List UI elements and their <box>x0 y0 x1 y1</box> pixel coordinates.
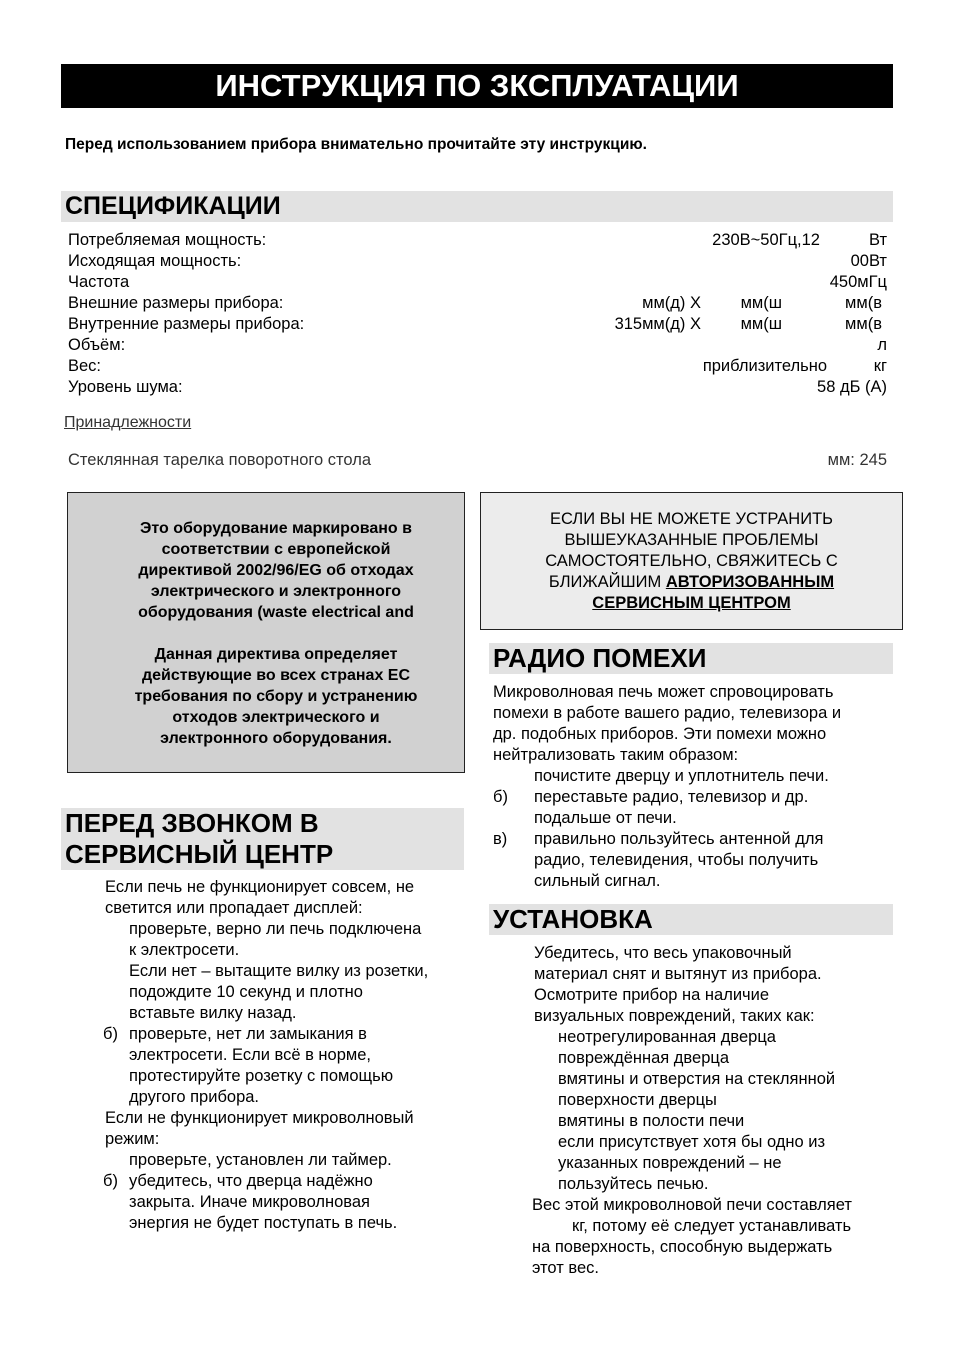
service-heading <box>61 808 464 870</box>
text-line: электросети. Если всё в норме, <box>129 1046 372 1064</box>
install-heading: УСТАНОВКА <box>489 904 893 935</box>
spec-label: Потребляемая мощность: <box>68 231 267 249</box>
spec-label: Исходящая мощность: <box>68 252 242 270</box>
weee-paragraph-1 <box>108 518 444 623</box>
text-line: Если нет – вытащите вилку из розетки, <box>129 962 429 980</box>
spec-row <box>68 335 887 356</box>
text-line: подальше от печи. <box>534 809 677 827</box>
spec-value: Вт <box>868 231 887 249</box>
radio-heading: РАДИО ПОМЕХИ <box>489 643 893 674</box>
spec-value: 58 дБ (А) <box>817 378 887 396</box>
text-line: кг, потому её следует устанавливать <box>572 1217 852 1235</box>
service-notice-box <box>480 492 903 630</box>
list-marker: б) <box>103 1025 118 1043</box>
authorized-service-link[interactable]: АВТОРИЗОВАННЫМ <box>665 573 835 591</box>
text-line: Осмотрите прибор на наличие <box>534 986 770 1004</box>
spec-row <box>68 377 887 398</box>
weee-paragraph-2 <box>108 644 444 749</box>
weee-line: Это оборудование маркировано в <box>140 520 412 537</box>
text-line: правильно пользуйтесь антенной для <box>534 830 824 848</box>
text-line: закрыта. Иначе микроволновая <box>129 1193 370 1211</box>
spec-label: Вес: <box>68 357 102 375</box>
text-line: материал снят и вытянут из прибора. <box>534 965 822 983</box>
text-line: Если не функционирует микроволновый <box>105 1109 414 1127</box>
service-heading-line: ПЕРЕД ЗВОНКОМ В <box>65 808 319 838</box>
spec-value: мм(д) Х <box>642 294 701 312</box>
spec-label: Внешние размеры прибора: <box>68 294 284 312</box>
text-line: Микроволновая печь может спровоцировать <box>493 683 834 701</box>
spec-value: кг <box>873 357 887 375</box>
list-marker: б) <box>103 1172 118 1190</box>
weee-line: требования по сбору и устранению <box>134 688 418 705</box>
text-line: убедитесь, что дверца надёжно <box>129 1172 373 1190</box>
text-line: вмятины в полости печи <box>558 1112 745 1130</box>
spec-value: 315мм(д) Х <box>614 315 701 333</box>
text-line: подождите 10 секунд и плотно <box>129 983 363 1001</box>
text-line: вмятины и отверстия на стеклянной <box>558 1070 836 1088</box>
spec-value: приблизительно <box>702 357 827 375</box>
text-line: режим: <box>105 1130 160 1148</box>
text-line: энергия не будет поступать в печь. <box>129 1214 398 1232</box>
intro-text: Перед использованием прибора внимательно прочитайте эту инструкцию. <box>65 136 647 153</box>
weee-line: директивой 2002/96/EG об отходах <box>138 562 414 579</box>
spec-row <box>68 230 887 251</box>
text-line: если присутствует хотя бы одно из <box>558 1133 826 1151</box>
text-line: этот вес. <box>532 1259 599 1277</box>
weee-line: оборудования (waste electrical and <box>138 604 414 621</box>
text-line: светится или пропадает дисплей: <box>105 899 363 917</box>
text-line: почистите дверцу и уплотнитель печи. <box>534 767 829 785</box>
spec-row <box>68 251 887 272</box>
notice-line: САМОСТОЯТЕЛЬНО, СВЯЖИТЕСЬ С <box>545 552 838 570</box>
list-marker: б) <box>493 788 508 806</box>
spec-value: мм(ш <box>740 315 782 333</box>
spec-value: л <box>877 336 887 354</box>
accessories-link[interactable]: Принадлежности <box>64 414 192 431</box>
list-marker: в) <box>493 830 508 848</box>
spec-row <box>68 314 887 335</box>
page-title: ИНСТРУКЦИЯ ПО ЗКСПЛУАТАЦИИ <box>61 64 893 108</box>
text-line: поверхности дверцы <box>558 1091 717 1109</box>
text-line: помехи в работе вашего радио, телевизора и <box>493 704 842 722</box>
notice-line: ВЫШЕУКАЗАННЫЕ ПРОБЛЕМЫ <box>564 531 819 549</box>
specs-heading: СПЕЦИФИКАЦИИ <box>61 191 893 222</box>
spec-value: мм(ш <box>740 294 782 312</box>
text-line: неотрегулированная дверца <box>558 1028 776 1046</box>
spec-value: 230В~50Гц,12 <box>712 231 820 249</box>
spec-value: 00Вт <box>850 252 887 270</box>
spec-value: мм(в <box>845 315 882 333</box>
weee-line: действующие во всех странах ЕС <box>141 667 411 684</box>
service-heading-line: СЕРВИСНЫЙ ЦЕНТР <box>65 839 334 869</box>
text-line: другого прибора. <box>129 1088 260 1106</box>
notice-line <box>481 572 902 593</box>
accessory-value: мм: 245 <box>827 451 887 469</box>
text-line: проверьте, нет ли замыкания в <box>129 1025 367 1043</box>
notice-line: ЕСЛИ ВЫ НЕ МОЖЕТЕ УСТРАНИТЬ <box>550 510 833 528</box>
text-line: переставьте радио, телевизор и др. <box>534 788 809 806</box>
weee-notice-box <box>67 492 465 773</box>
spec-row <box>68 293 887 314</box>
text-line: вставьте вилку назад. <box>129 1004 297 1022</box>
spec-row <box>68 272 887 293</box>
text-line: повреждённая дверца <box>558 1049 729 1067</box>
text-line: Вес этой микроволновой печи составляет <box>532 1196 852 1214</box>
text-line: Если печь не функционирует совсем, не <box>105 878 415 896</box>
spec-value: 450мГц <box>829 273 887 291</box>
accessory-item: Стеклянная тарелка поворотного стола <box>68 451 372 469</box>
spec-label: Внутренние размеры прибора: <box>68 315 305 333</box>
spec-label: Частота <box>68 273 130 291</box>
weee-line: электрического и электронного <box>150 583 402 600</box>
text-line: указанных повреждений – не <box>558 1154 782 1172</box>
text-line: нейтрализовать таким образом: <box>493 746 739 764</box>
text-line: визуальных повреждений, таких как: <box>534 1007 815 1025</box>
text-line: пользуйтесь печью. <box>558 1175 709 1193</box>
text-line: проверьте, установлен ли таймер. <box>129 1151 392 1169</box>
spec-value: мм(в <box>845 294 882 312</box>
text-line: сильный сигнал. <box>534 872 661 890</box>
accessory-row <box>68 451 887 470</box>
text-line: к электросети. <box>129 941 240 959</box>
weee-line: Данная директива определяет <box>154 646 398 663</box>
text-line: радио, телевидения, чтобы получить <box>534 851 819 869</box>
spec-row <box>68 356 887 377</box>
spec-label: Уровень шума: <box>68 378 183 396</box>
notice-line-prefix: БЛИЖАЙШИМ <box>548 573 666 591</box>
spec-label: Объём: <box>68 336 126 354</box>
text-line: протестируйте розетку с помощью <box>129 1067 394 1085</box>
text-line: на поверхность, способную выдержать <box>532 1238 833 1256</box>
authorized-service-link-cont[interactable]: СЕРВИСНЫМ ЦЕНТРОМ <box>592 594 791 612</box>
text-line: др. подобных приборов. Эти помехи можно <box>493 725 827 743</box>
text-line: Убедитесь, что весь упаковочный <box>534 944 792 962</box>
weee-line: отходов электрического и <box>172 709 380 726</box>
weee-line: соответствии с европейской <box>161 541 391 558</box>
text-line: проверьте, верно ли печь подключена <box>129 920 422 938</box>
weee-line: электронного оборудования. <box>160 730 392 747</box>
